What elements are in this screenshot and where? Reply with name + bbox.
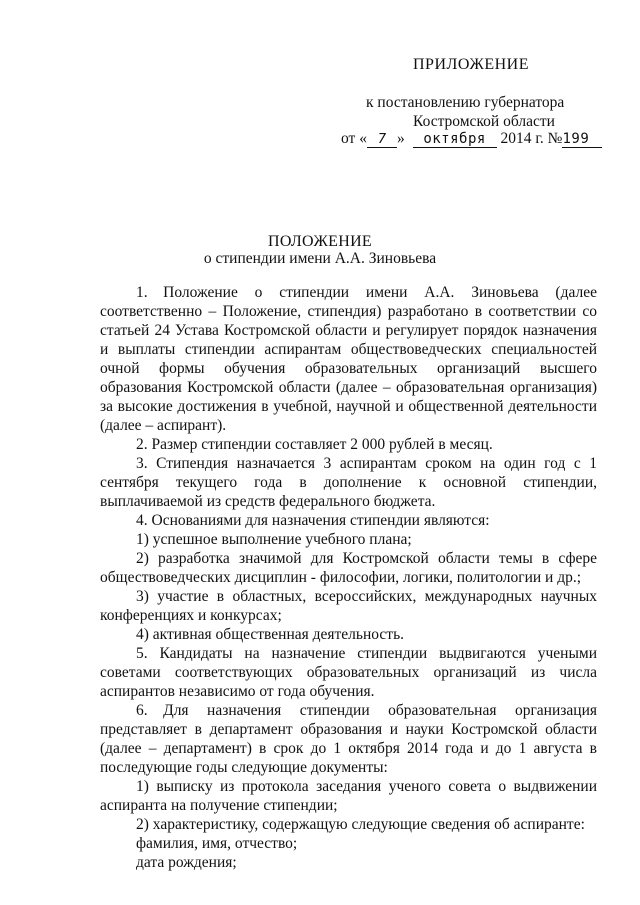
list-item-6-1: 1) выписку из протокола заседания ученого совета о выдвижении аспиранта на получение стипендии;	[100, 778, 597, 814]
list-item-4-4: 4) активная общественная деятельность.	[136, 626, 405, 643]
paragraph-4: 4. Основаниями для назначения стипендии являются:	[136, 512, 490, 529]
list-item-4-3: 3) участие в областных, всероссийских, международных научных конференциях и конкурсах;	[100, 588, 597, 624]
detail-item-birthdate: дата рождения;	[136, 854, 237, 871]
paragraph-5: 5. Кандидаты на назначение стипендии выдвигаются учеными советами соответствующих образовательных организаций из числа аспирантов независимо от года обучения.	[100, 645, 597, 700]
appendix-ref-line1: к постановлению губернатора	[366, 94, 565, 111]
document-title: ПОЛОЖЕНИЕ	[267, 233, 372, 250]
paragraph-6: 6. Для назначения стипендии образовательная организация представляет в департамент образования и науки Костромской области (далее – департамент) в срок до 1 октября 2014 года и до 1 августа в последующие годы следующие документы:	[100, 702, 597, 776]
appendix-title: ПРИЛОЖЕНИЕ	[413, 56, 530, 73]
paragraph-3: 3. Стипендия назначается 3 аспирантам сроком на один год с 1 сентября текущего года в дополнение к основной стипендии, выплачиваемой из средств федерального бюджета.	[100, 455, 597, 510]
document-subtitle: о стипендии имени А.А. Зиновьева	[203, 250, 437, 267]
detail-item-name: фамилия, имя, отчество;	[136, 835, 298, 852]
date-mid: »	[396, 130, 405, 147]
date-year: 2014 г. №	[500, 130, 563, 147]
document-body	[100, 283, 597, 872]
list-item-6-2: 2) характеристику, содержащую следующие сведения об аспиранте:	[136, 816, 585, 833]
list-item-4-1: 1) успешное выполнение учебного плана;	[136, 531, 412, 548]
date-day: 7	[367, 132, 397, 148]
decree-number: 199	[562, 131, 602, 148]
date-month: октября	[413, 131, 497, 148]
date-prefix: от «	[341, 130, 367, 147]
appendix-ref-line2: Костромской области	[413, 113, 555, 130]
list-item-4-2: 2) разработка значимой для Костромской области темы в сфере обществоведческих дисциплин - философии, логики, политологии и др.;	[100, 550, 597, 586]
paragraph-2: 2. Размер стипендии составляет 2 000 рублей в месяц.	[136, 436, 493, 453]
decree-date-line	[341, 130, 602, 148]
paragraph-1: 1. Положение о стипендии имени А.А. Зиновьева (далее соответственно – Положение, стипендия) разработано в соответствии со статьей 24 Устава Костромской области и регулирует порядок назначения и выплаты стипендии аспирантам обществоведческих специальностей очной формы обучения образовательных организаций высшего образования Костромской области (далее – образовательная организация) за высокие достижения в учебной, научной и общественной деятельности (далее – аспирант).	[100, 284, 597, 434]
